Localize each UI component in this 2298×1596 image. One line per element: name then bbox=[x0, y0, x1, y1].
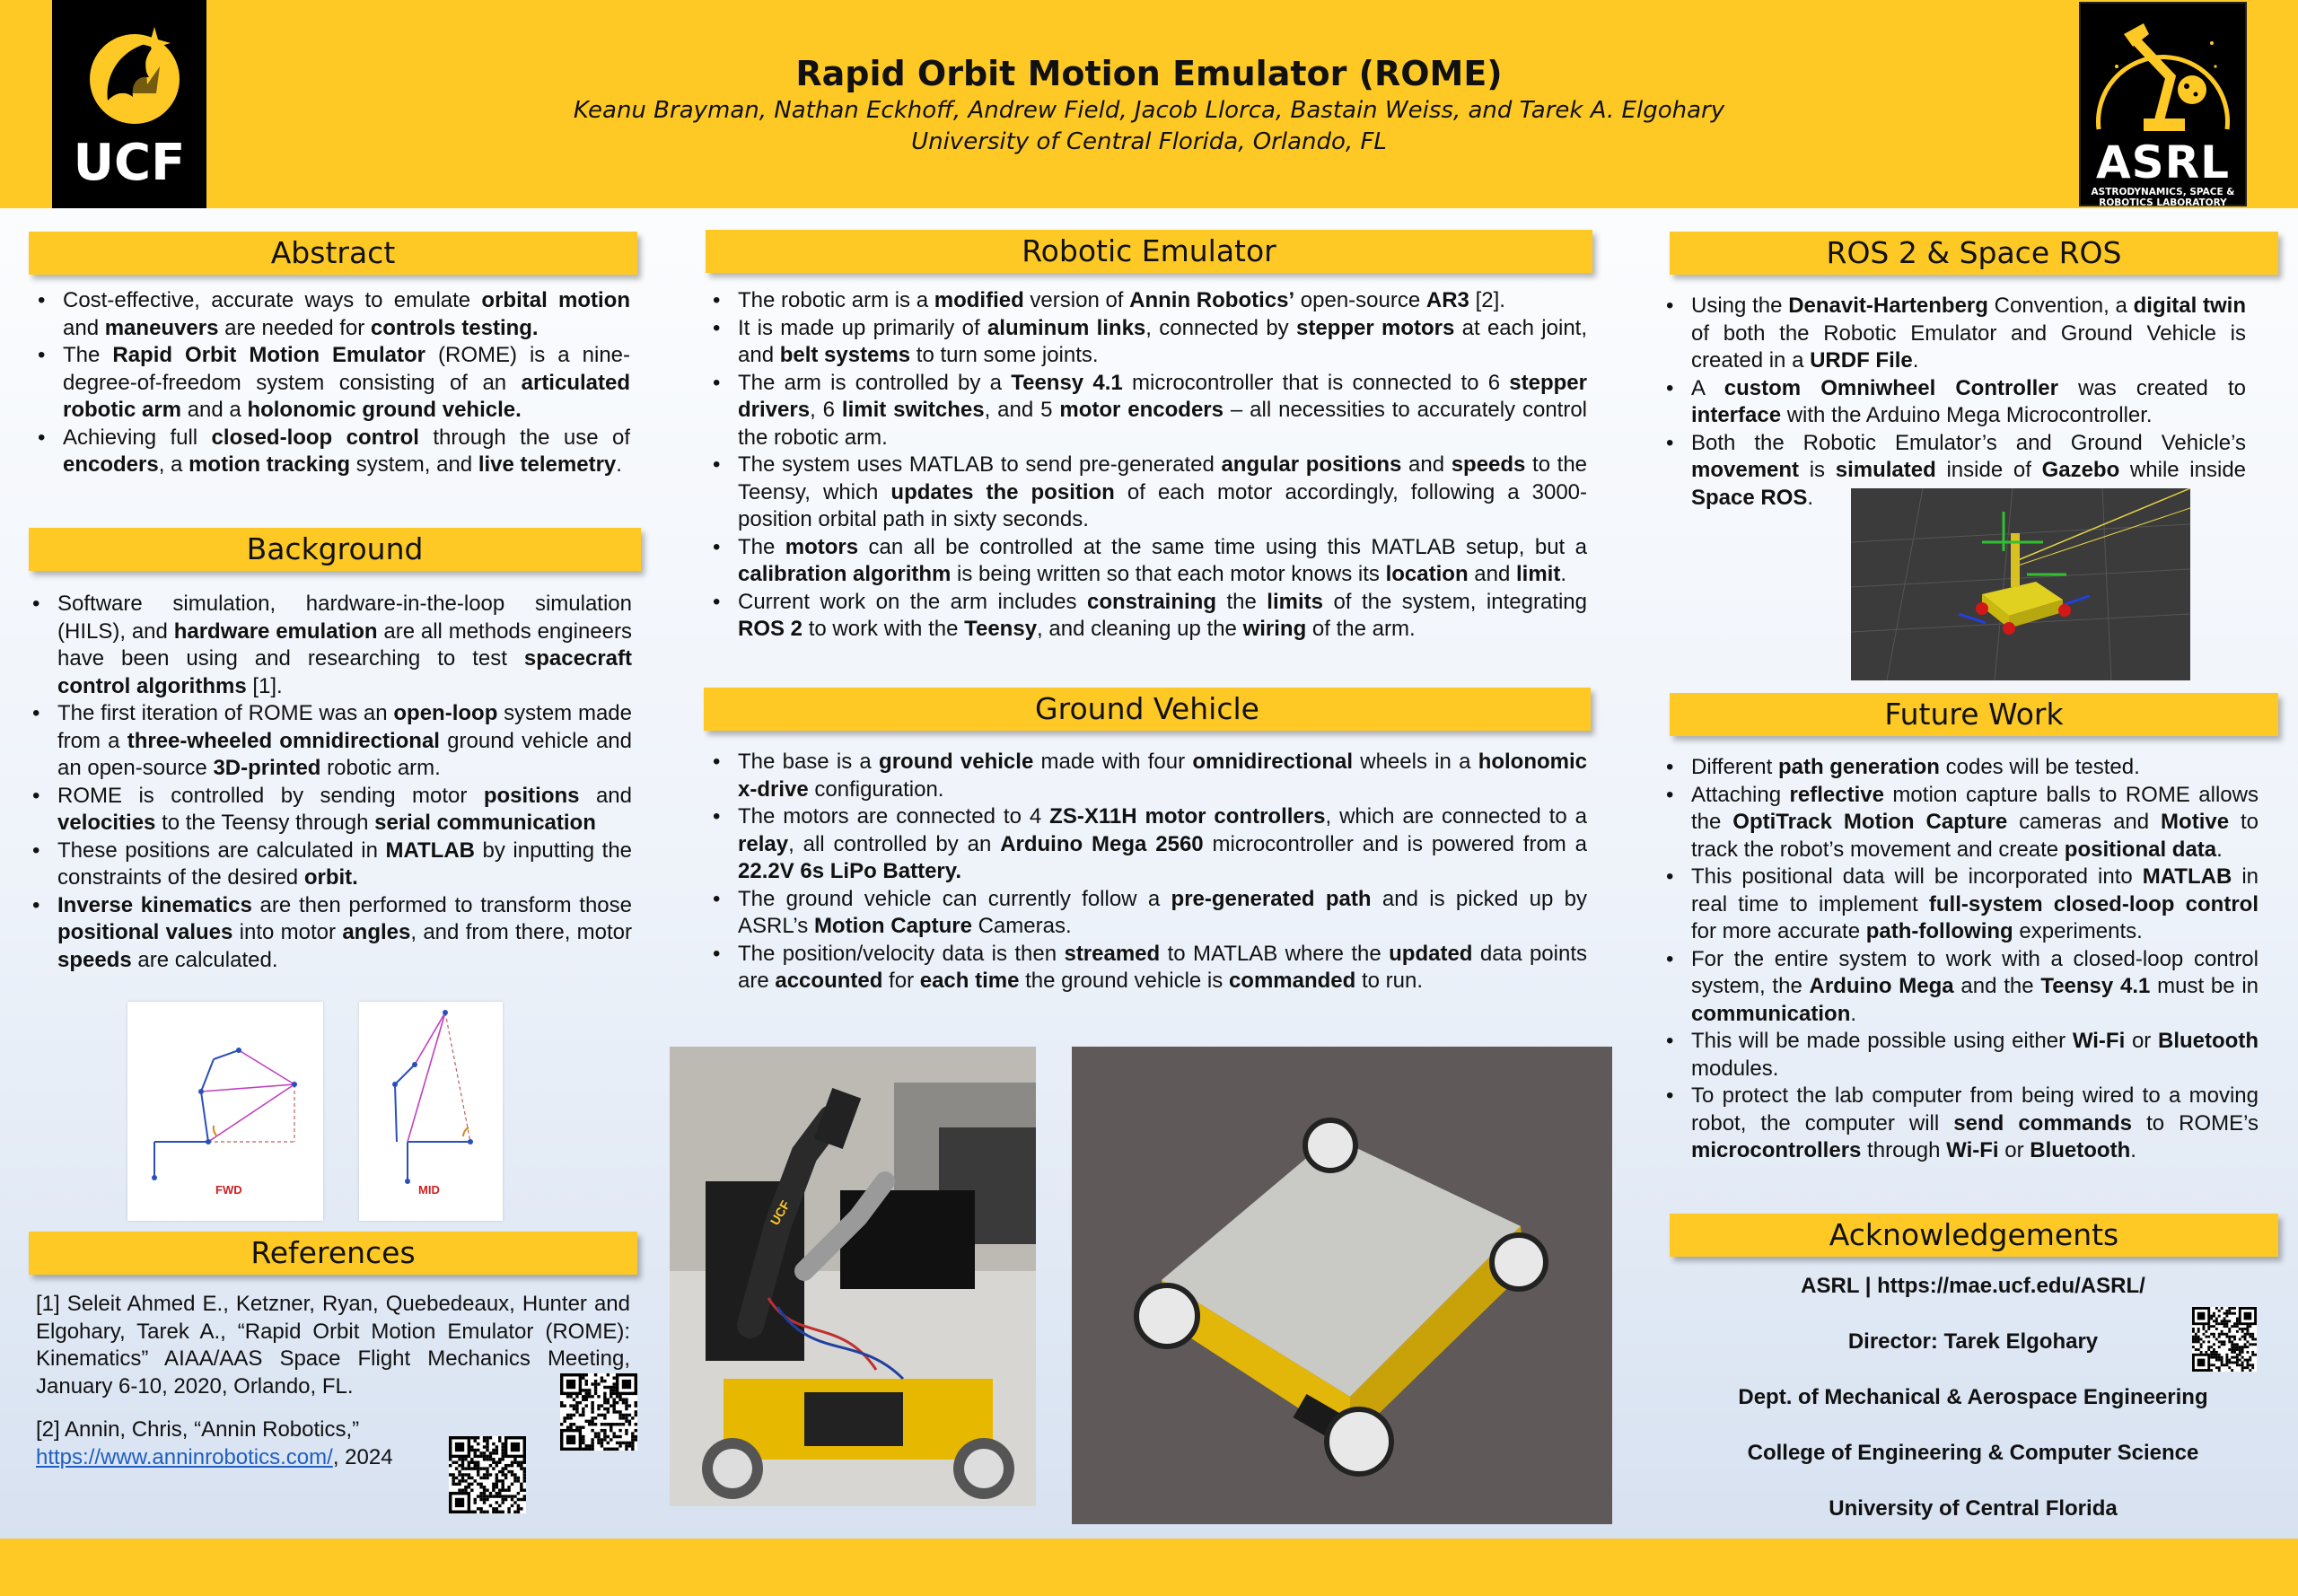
fwd-label: FWD bbox=[215, 1183, 242, 1197]
robotic-emulator-list bbox=[706, 287, 1587, 644]
bullet-item: • The robotic arm is a modified version of Annin Robotics’ open-source AR3 [2]. bbox=[706, 287, 1587, 315]
asrl-logo-text: ASRL bbox=[2095, 136, 2231, 189]
ack-line: Director: Tarek Elgohary bbox=[1847, 1329, 2099, 1354]
ack-line: College of Engineering & Computer Science bbox=[1747, 1441, 2199, 1465]
bullet-item: • The ground vehicle can currently follow a pre-generated path and is picked up by ASRL’s Motion Capture Cameras. bbox=[706, 886, 1587, 941]
ground-vehicle-list bbox=[706, 749, 1587, 995]
ucf-arm-label: UCF bbox=[767, 1197, 793, 1228]
bullet-item: • To protect the lab computer from being wired to a moving robot, the computer will send commands to ROME’s microcontrollers through Wi-Fi or Bluetooth. bbox=[1659, 1083, 2259, 1165]
qr-code-2[interactable] bbox=[449, 1436, 526, 1513]
annin-robotics-link[interactable]: https://www.anninrobotics.com/ bbox=[36, 1444, 333, 1469]
qr-code-3[interactable] bbox=[2192, 1307, 2257, 1372]
bullet-item: • Current work on the arm includes constraining the limits of the system, integrating ROS 2 to work with the Teensy, and cleaning up the wiring of the arm. bbox=[706, 589, 1587, 644]
ack-line: University of Central Florida bbox=[1829, 1496, 2118, 1521]
acknowledgements-heading: Acknowledgements bbox=[1670, 1214, 2278, 1257]
ros-heading: ROS 2 & Space ROS bbox=[1670, 232, 2278, 275]
references-heading: References bbox=[29, 1232, 637, 1275]
ack-line: ASRL | https://mae.ucf.edu/ASRL/ bbox=[1801, 1274, 2145, 1298]
bullet-item: • Both the Robotic Emulator’s and Ground Vehicle’s movement is simulated inside of Gazebo while inside Space ROS. bbox=[1659, 430, 2246, 513]
bullet-item: • It is made up primarily of aluminum links, connected by stepper motors at each joint, and belt systems to turn some joints. bbox=[706, 315, 1587, 370]
bullet-item: • Software simulation, hardware-in-the-loop simulation (HILS), and hardware emulation are all methods engineers have been using and researching to test spacecraft control algorithms [1]. bbox=[25, 591, 632, 700]
ucf-logo bbox=[52, 0, 206, 208]
bullet-item: • ROME is controlled by sending motor positions and velocities to the Teensy through serial communication bbox=[25, 783, 632, 837]
asrl-logo bbox=[2079, 2, 2247, 206]
robotic-emulator-heading: Robotic Emulator bbox=[706, 230, 1592, 273]
background-list bbox=[25, 591, 632, 974]
poster-title: Rapid Orbit Motion Emulator (ROME) bbox=[795, 54, 1503, 93]
reference-2-year: , 2024 bbox=[332, 1444, 393, 1469]
abstract-heading: Abstract bbox=[29, 232, 637, 275]
references-list bbox=[36, 1291, 630, 1487]
bullet-item: • The first iteration of ROME was an open-loop system made from a three-wheeled omnidirectional ground vehicle and an open-source 3D-printed robotic arm. bbox=[25, 700, 632, 783]
ucf-logo-text: UCF bbox=[73, 134, 186, 192]
bullet-item: • The arm is controlled by a Teensy 4.1 microcontroller that is connected to 6 stepper drivers, 6 limit switches, and 5 motor encoders – all necessities to accurately control the robotic arm. bbox=[706, 370, 1587, 452]
bullet-item: • Attaching reflective motion capture balls to ROME allows the OptiTrack Motion Capture cameras and Motive to track the robot’s movement and create positional data. bbox=[1659, 782, 2259, 864]
footer-banner bbox=[0, 1539, 2298, 1596]
reference-1: [1] Seleit Ahmed E., Ketzner, Ryan, Quebedeaux, Hunter and Elgohary, Tarek A., “Rapid Orbit Motion Emulator (ROME): Kinematics” AIAA/AAS Space Flight Mechanics Meeting, January 6-10, 2020, Orlando, FL. bbox=[36, 1292, 630, 1399]
future-work-heading: Future Work bbox=[1670, 693, 2278, 736]
bullet-item: • The motors can all be controlled at the same time using this MATLAB setup, but a calibration algorithm is being written so that each motor knows its location and limit. bbox=[706, 534, 1587, 589]
affiliation: University of Central Florida, Orlando, FL bbox=[911, 128, 1387, 155]
robotic-arm-photo bbox=[670, 1047, 1036, 1506]
abstract-list bbox=[31, 287, 630, 479]
bullet-item: • Achieving full closed-loop control through the use of encoders, a motion tracking system, and live telemetry. bbox=[31, 425, 630, 479]
background-heading: Background bbox=[29, 528, 641, 571]
title-block bbox=[503, 52, 1795, 158]
bullet-item: • Inverse kinematics are then performed to transform those positional values into motor angles, and from there, motor speeds are calculated. bbox=[25, 892, 632, 975]
acknowledgements-list bbox=[1671, 1273, 2275, 1551]
qr-code-1[interactable] bbox=[560, 1373, 637, 1451]
future-work-list bbox=[1659, 754, 2259, 1165]
reference-2 bbox=[36, 1416, 449, 1471]
ros-list bbox=[1659, 293, 2246, 512]
ground-vehicle-heading: Ground Vehicle bbox=[704, 688, 1591, 731]
bullet-item: • The system uses MATLAB to send pre-generated angular positions and speeds to the Teensy, which updates the position of each motor accordingly, following a 3000-position orbital path in sixty seconds. bbox=[706, 452, 1587, 534]
bullet-item: • For the entire system to work with a closed-loop control system, the Arduino Mega and the Teensy 4.1 must be in communication. bbox=[1659, 946, 2259, 1029]
kinematics-diagram-mid bbox=[359, 1002, 503, 1221]
gazebo-simulation-image bbox=[1851, 488, 2190, 680]
ack-line: Dept. of Mechanical & Aerospace Engineering bbox=[1738, 1385, 2208, 1409]
kinematics-diagram-fwd bbox=[127, 1002, 323, 1221]
bullet-item: • The position/velocity data is then streamed to MATLAB where the updated data points are accounted for each time the ground vehicle is commanded to run. bbox=[706, 941, 1587, 995]
bullet-item: • Different path generation codes will be tested. bbox=[1659, 754, 2259, 782]
authors: Keanu Brayman, Nathan Eckhoff, Andrew Field, Jacob Llorca, Bastain Weiss, and Tarek A. Elgohary bbox=[573, 97, 1725, 124]
bullet-item: • Cost-effective, accurate ways to emulate orbital motion and maneuvers are needed for controls testing. bbox=[31, 287, 630, 342]
asrl-logo-subtext: ASTRODYNAMICS, SPACE & ROBOTICS LABORATORY bbox=[2091, 187, 2235, 208]
mid-label: MID bbox=[418, 1183, 440, 1197]
bullet-item: • This will be made possible using either Wi-Fi or Bluetooth modules. bbox=[1659, 1028, 2259, 1083]
robotic-arm-icon bbox=[2081, 4, 2245, 144]
bullet-item: • The motors are connected to 4 ZS-X11H motor controllers, which are connected to a relay, all controlled by an Arduino Mega 2560 microcontroller and is powered from a 22.2V 6s LiPo Battery. bbox=[706, 803, 1587, 886]
ground-vehicle-photo bbox=[1072, 1047, 1612, 1524]
bullet-item: • The base is a ground vehicle made with four omnidirectional wheels in a holonomic x-drive configuration. bbox=[706, 749, 1587, 803]
bullet-item: • A custom Omniwheel Controller was created to interface with the Arduino Mega Microcontroller. bbox=[1659, 375, 2246, 430]
bullet-item: • The Rapid Orbit Motion Emulator (ROME) is a nine-degree-of-freedom system consisting of an articulated robotic arm and a holonomic ground vehicle. bbox=[31, 342, 630, 425]
bullet-item: • These positions are calculated in MATLAB by inputting the constraints of the desired orbit. bbox=[25, 837, 632, 892]
bullet-item: • This positional data will be incorporated into MATLAB in real time to implement full-system closed-loop control for more accurate path-following experiments. bbox=[1659, 864, 2259, 946]
pegasus-icon bbox=[52, 0, 206, 135]
reference-2-text: [2] Annin, Chris, “Annin Robotics,” bbox=[36, 1417, 360, 1442]
bullet-item: • Using the Denavit-Hartenberg Convention, a digital twin of both the Robotic Emulator and Ground Vehicle is created in a URDF File. bbox=[1659, 293, 2246, 375]
